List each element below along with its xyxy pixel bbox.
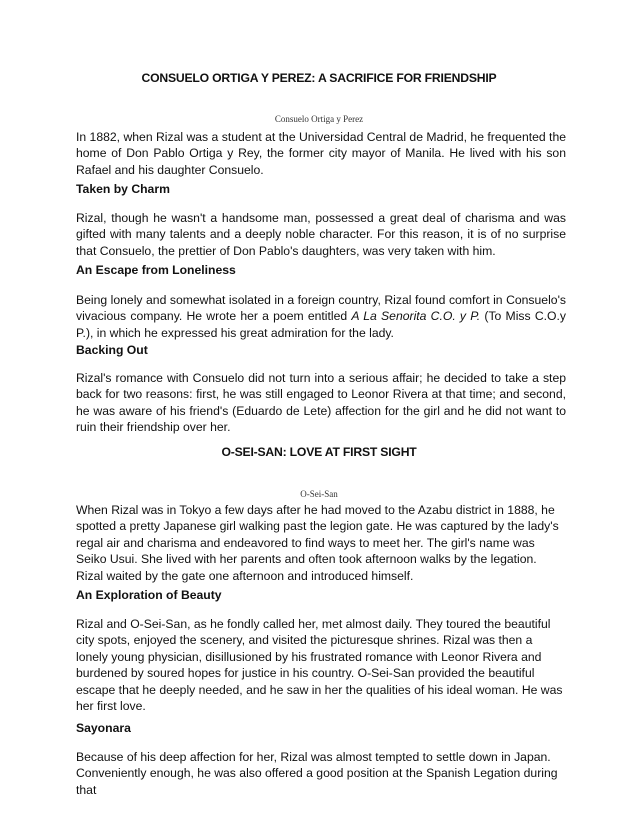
- poem-title: A La Senorita C.O. y P.: [351, 309, 481, 324]
- section-title-osei-san: O-SEI-SAN: LOVE AT FIRST SIGHT: [221, 445, 417, 459]
- heading-exploration-of-beauty: An Exploration of Beauty: [76, 588, 222, 602]
- paragraph-text-before-poem: Being lonely and somewhat isolated in a foreign country, Rizal found comfort in Consuelo's vivacious company. He wrote her a poem entitled: [76, 293, 566, 324]
- image-caption-consuelo: Consuelo Ortiga y Perez: [274, 114, 364, 124]
- paragraph-escape-from-loneliness: [76, 292, 566, 341]
- paragraph-sayonara: Because of his deep affection for her, Rizal was almost tempted to settle down in Japan. Conveniently enough, he was also offered a good position at the Spanish Legation during that: [76, 750, 558, 797]
- image-caption-osei-san: O-Sei-San: [300, 489, 338, 499]
- paragraph-intro-consuelo: In 1882, when Rizal was a student at the Universidad Central de Madrid, he frequented the home of Don Pablo Ortiga y Rey, the former city mayor of Manila. He lived with his son Rafael and his daughter Consuelo.: [76, 130, 566, 177]
- heading-escape-from-loneliness: An Escape from Loneliness: [76, 263, 236, 277]
- paragraph-taken-by-charm: Rizal, though he wasn't a handsome man, possessed a great deal of charisma and was gifted with many talents and a deeply noble character. For this reason, it is of no surprise that Consuelo, the prettier of Don Pablo's daughters, was very taken with him.: [76, 211, 566, 258]
- heading-backing-out: Backing Out: [76, 343, 148, 357]
- paragraph-backing-out: Rizal's romance with Consuelo did not turn into a serious affair; he decided to take a step back for two reasons: first, he was still engaged to Leonor Rivera at that time; and second, he was aware of his friend's (Eduardo de Lete) affection for the girl and he did not want to ruin their friendship over her.: [76, 371, 566, 435]
- heading-taken-by-charm: Taken by Charm: [76, 182, 170, 196]
- paragraph-text-after-poem: (To Miss C.O.y P.), in which he expressed his great admiration for the lady.: [76, 309, 566, 340]
- paragraph-exploration-of-beauty: Rizal and O-Sei-San, as he fondly called her, met almost daily. They toured the beautiful city spots, enjoyed the scenery, and visited the picturesque shrines. Rizal was then a lonely young physician, disillusioned by his frustrated romance with Leonor Rivera and burdened by soured hopes for justice in his country. O-Sei-San provided the beautiful escape that he deeply needed, and he saw in her the qualities of his ideal woman. He was her first love.: [76, 617, 563, 714]
- paragraph-intro-osei-san: When Rizal was in Tokyo a few days after he had moved to the Azabu district in 1888, he spotted a pretty Japanese girl walking past the legion gate. He was captured by the lady's regal air and charisma and endeavored to find ways to meet her. The girl's name was Seiko Usui. She lived with her parents and often took afternoon walks by the legation. Rizal waited by the gate one afternoon and introduced himself.: [76, 503, 559, 583]
- heading-sayonara: Sayonara: [76, 721, 131, 735]
- section-title-consuelo: CONSUELO ORTIGA Y PEREZ: A SACRIFICE FOR FRIENDSHIP: [141, 71, 497, 85]
